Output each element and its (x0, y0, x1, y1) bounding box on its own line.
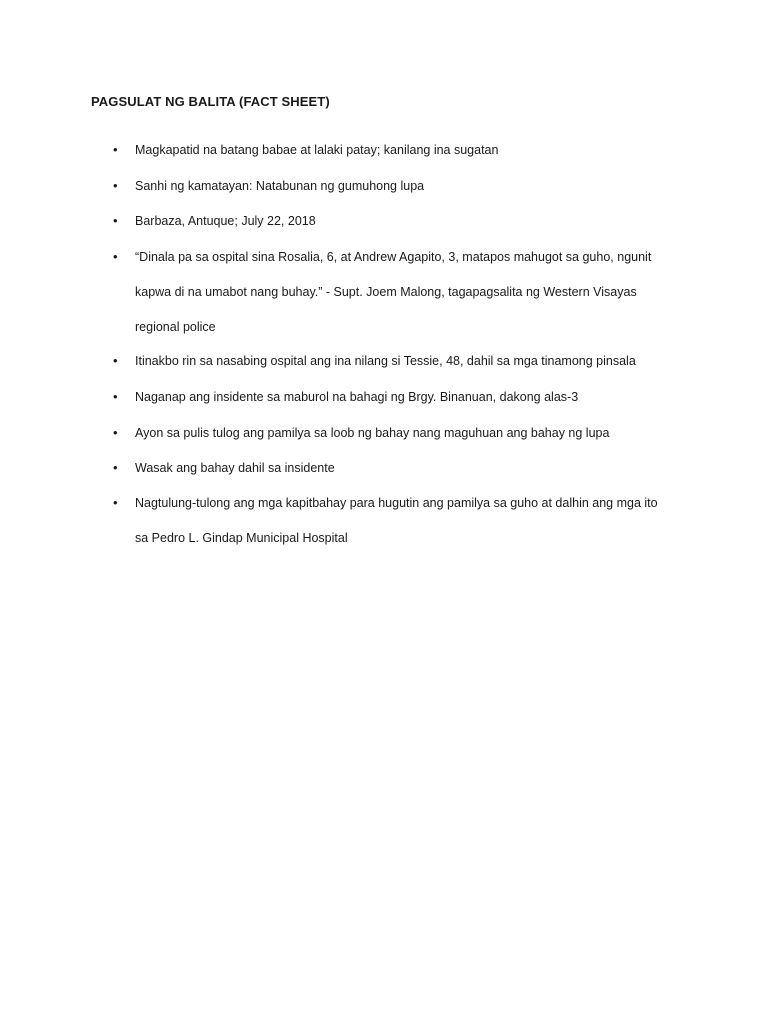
bullet-icon: • (113, 213, 118, 228)
list-item-text: Ayon sa pulis tulog ang pamilya sa loob ng bahay nang maguhuan ang bahay ng lupa (135, 426, 610, 440)
list-item-text: “Dinala pa sa ospital sina Rosalia, 6, at Andrew Agapito, 3, matapos mahugot sa guho, ngunit (135, 250, 652, 264)
page-title: PAGSULAT NG BALITA (FACT SHEET) (91, 94, 330, 109)
bullet-icon: • (113, 495, 118, 510)
bullet-icon: • (113, 178, 118, 193)
list-item-text: Itinakbo rin sa nasabing ospital ang ina nilang si Tessie, 48, dahil sa mga tinamong pinsala (135, 354, 636, 368)
bullet-icon: • (113, 142, 118, 157)
bullet-icon: • (113, 389, 118, 404)
list-item-text: Barbaza, Antuque; July 22, 2018 (135, 214, 316, 228)
list-item-text: Naganap ang insidente sa maburol na bahagi ng Brgy. Binanuan, dakong alas-3 (135, 390, 579, 404)
list-item-text: Wasak ang bahay dahil sa insidente (135, 461, 335, 475)
bullet-icon: • (113, 249, 118, 264)
list-item-text: Sanhi ng kamatayan: Natabunan ng gumuhong lupa (135, 179, 425, 193)
bullet-icon: • (113, 425, 118, 440)
list-item-text: sa Pedro L. Gindap Municipal Hospital (135, 531, 348, 545)
bullet-icon: • (113, 460, 118, 475)
list-item-text: Magkapatid na batang babae at lalaki patay; kanilang ina sugatan (135, 143, 499, 157)
list-item-text: regional police (135, 320, 216, 334)
list-item-text: kapwa di na umabot nang buhay.” - Supt. Joem Malong, tagapagsalita ng Western Visayas (135, 285, 637, 299)
list-item-text: Nagtulung-tulong ang mga kapitbahay para hugutin ang pamilya sa guho at dalhin ang mga ito (135, 496, 658, 510)
bullet-icon: • (113, 353, 118, 368)
